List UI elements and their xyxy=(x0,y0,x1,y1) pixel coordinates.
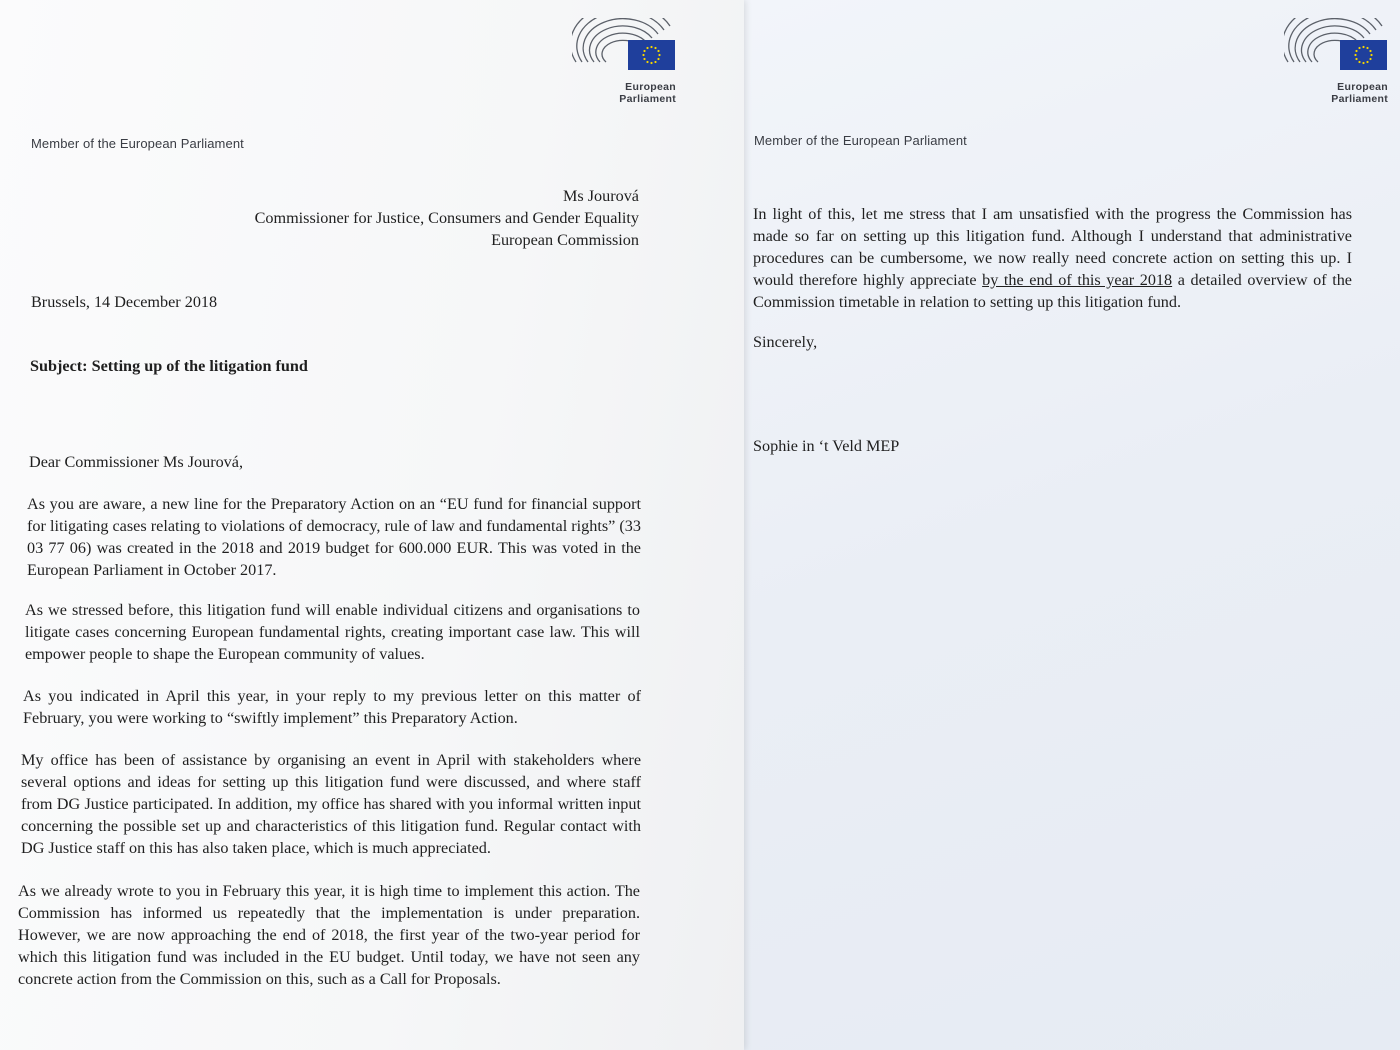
eu-flag-icon xyxy=(628,40,675,70)
letter-page-2 xyxy=(736,0,1400,1050)
place-date: Brussels, 14 December 2018 xyxy=(31,293,218,311)
recipient-organisation: European Commission xyxy=(491,231,639,249)
eu-flag-icon xyxy=(1340,40,1387,70)
closing-text-start: In light of this, let me stress that I am unsatisfied with the progress the Commission has made so far on setting up this litigation fund. Although I understand that administrative procedures can be cumbersome, we now really need concrete action on setting this up. I would therefore highly appreciate xyxy=(753,205,1352,289)
paragraph: As we stressed before, this litigation fund will enable individual citizens and organisations to litigate cases concerning European fundamental rights, creating important case law. This will empower people to shape the European community of values. xyxy=(25,601,640,663)
sender-role: Member of the European Parliament xyxy=(31,136,244,151)
logo-caption: European Parliament xyxy=(1331,81,1388,105)
hemicycle-icon xyxy=(572,18,676,74)
closing: Sincerely, xyxy=(753,333,818,351)
recipient-name: Ms Jourová xyxy=(563,187,639,205)
recipient-title: Commissioner for Justice, Consumers and Gender Equality xyxy=(254,209,639,227)
hemicycle-icon xyxy=(1284,18,1388,74)
sender-role: Member of the European Parliament xyxy=(754,133,967,148)
paragraph: As you are aware, a new line for the Preparatory Action on an “EU fund for financial support for litigating cases relating to violations of democracy, rule of law and fundamental rights” (33 03 77 06) was created in the 2018 and 2019 budget for 600.000 EUR. This was voted in the European Parliament in October 2017. xyxy=(27,495,641,579)
paragraph: As we already wrote to you in February this year, it is high time to implement this action. The Commission has informed us repeatedly that the implementation is under preparation. However, we are now approaching the end of 2018, the first year of the two-year period for which this litigation fund was included in the EU budget. Until today, we have not seen any concrete action from the Commission on this, such as a Call for Proposals. xyxy=(18,882,640,988)
closing-paragraph xyxy=(753,203,1352,313)
paragraph: My office has been of assistance by organising an event in April with stakeholders where several options and ideas for setting up this litigation fund were discussed, and where staff from DG Justice participated. In addition, my office has shared with you informal written input concerning the possible set up and characteristics of this litigation fund. Regular contact with DG Justice staff on this has also taken place, which is much appreciated. xyxy=(21,751,641,857)
logo-caption: European Parliament xyxy=(619,81,676,105)
closing-text-end: a detailed overview of the Commission timetable in relation to setting up this litigation fund. xyxy=(753,271,1352,311)
european-parliament-logo xyxy=(572,18,676,105)
deadline-emphasis: by the end of this year 2018 xyxy=(982,271,1173,289)
signature: Sophie in ‘t Veld MEP xyxy=(753,437,900,455)
paragraph: As you indicated in April this year, in your reply to my previous letter on this matter of February, you were working to “swiftly implement” this Preparatory Action. xyxy=(23,687,641,727)
subject-line: Subject: Setting up of the litigation fund xyxy=(30,357,308,375)
salutation: Dear Commissioner Ms Jourová, xyxy=(29,453,244,471)
european-parliament-logo xyxy=(1284,18,1388,105)
recipient-block xyxy=(255,185,639,251)
